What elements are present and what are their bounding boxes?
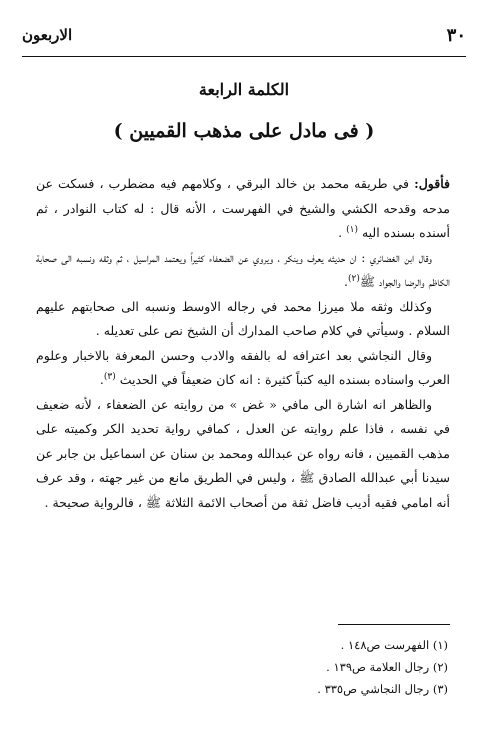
footnote: (٣) رجال النجاشي ص٣٣٥ . [317, 682, 448, 696]
footnotes [120, 634, 448, 700]
page-header [22, 24, 466, 46]
paragraph-tail: . [338, 225, 347, 240]
paragraph-text: والظاهر انه اشارة الى مافي « غض » من روايته عن الضعفاء ، لأنه ضعيف في نفسه ، فاذا علم روايته عن العدل ، كمافي رواية تحديد الكر وكميته على مذهب القميين ، فانه رواه عن عبدالله ومحمد بن سنان عن اسماعيل بن جابر عن سيدنا أبي عبدالله الصادق ﷺ ، وليس في الطريق مانع من غير جهته ، وقد عرف أنه امامي فقيه أديب فاضل ثقة من أصحاب الائمة الثلاثة ﷺ ، فالرواية صحيحة . [36, 396, 450, 510]
footnote: (٢) رجال العلامة ص١٣٩ . [326, 660, 448, 674]
paragraph-tail: . [344, 274, 348, 289]
header-divider [22, 56, 466, 57]
paragraph-lead: فأقول: [414, 176, 450, 191]
paragraph-text: في طريقه محمد بن خالد البرقي ، وكلامهم فيه مضطرب ، فسكت عن مدحه وقدحه الكشي والشيخ في الفهرست ، الأنه قال : له كتاب النوادر ، ثم أسنده بسنده اليه [36, 176, 450, 240]
paragraph-text: وقال النجاشي بعد اعترافه له بالفقه والادب وحسن المعرفة بالاخبار وعلوم العرب واسناده بسنده اليه كتباً كثيرة : انه كان ضعيفاً في الحديث [36, 347, 450, 387]
footnote-ref: (٢) [348, 273, 360, 284]
footnote-divider [338, 624, 450, 625]
footnote: (١) الفهرست ص١٤٨ . [340, 638, 448, 652]
paragraph [36, 172, 450, 246]
page-number: ٣٠ [446, 24, 466, 46]
paragraph [36, 344, 450, 393]
paragraph [36, 393, 450, 516]
footnote-ref: (١) [346, 224, 358, 235]
chapter-title: الكلمة الرابعة [198, 80, 290, 99]
footnote-ref: (٣) [103, 371, 116, 382]
paragraph-text: وكذلك وثقه ملا ميرزا محمد في رجاله الاوسط ونسبه الى صحابتهم عليهم السلام . وسيأتي في كلام صاحب المدارك أن الشيخ نص على تعديله . [36, 298, 450, 338]
paragraph-text: وقال ابن الغضائري : ان حديثه يعرف وينكر ، ويروي عن الضعفاء كثيراً ويعتمد المراسيل ، ثم وثقه ونسبه الى صحابة الكاظم والرضا والجواد ﷺ [36, 249, 450, 289]
paragraph [36, 295, 450, 344]
running-title: الاربعون [22, 26, 73, 44]
paragraph-tail: . [99, 372, 104, 387]
chapter-subtitle: ( فى مادل على مذهب القميين ) [113, 120, 375, 142]
body-text [36, 172, 450, 515]
paragraph [36, 246, 450, 295]
